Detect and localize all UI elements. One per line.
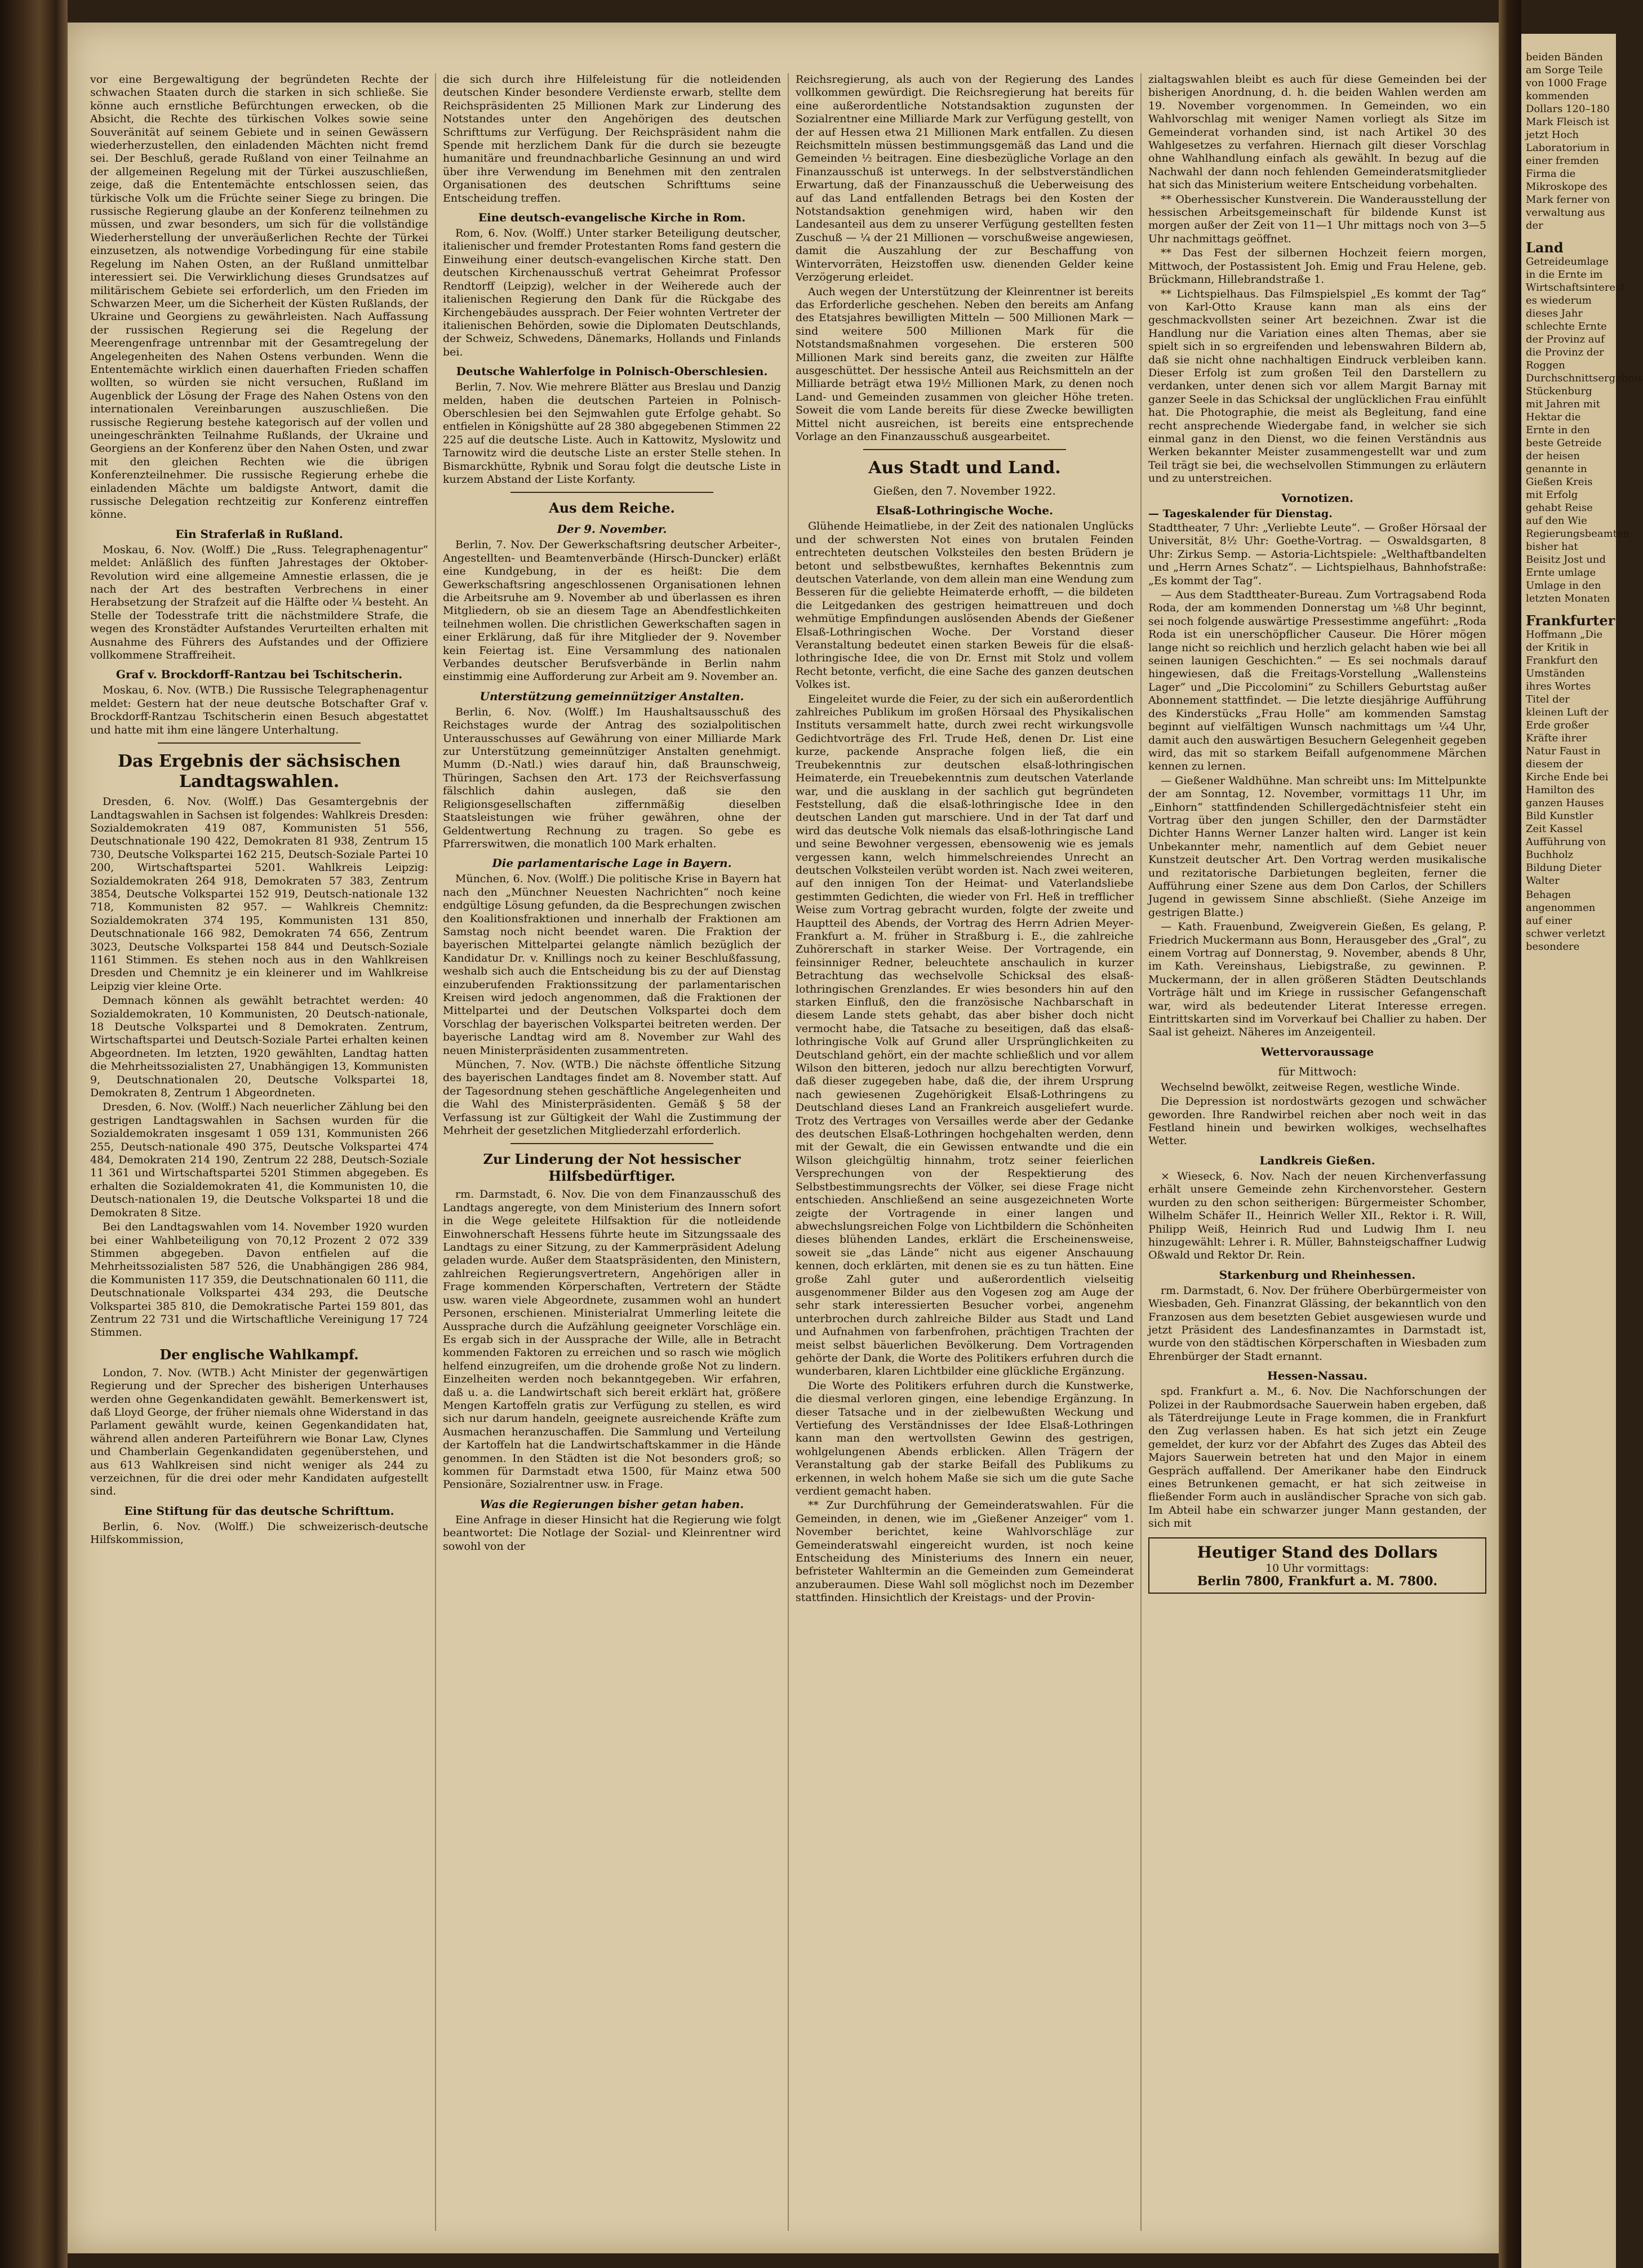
separator <box>158 742 361 744</box>
municipal-election-article: ** Zur Durchführung der Gemeinderatswahlen. Für die Gemeinden, in denen, wie im „Gießener Anzeiger“ vom 1. November berichtet, keine Wahlvorschläge zur Gemeinderatswahl eingereicht wurden, ist noch keine Entscheidung des Ministeriums des Innern ein neuer, befristeter Wahltermin an die Gemeinden zum Gemeinderat anzuberaumen. Diese Wahl soll möglichst noch im Dezember stattfinden. Hinsichtlich der Kreistags- und der Provin- <box>796 1499 1134 1604</box>
dollar-rate-box <box>1148 1537 1486 1594</box>
column-2 <box>443 73 781 2231</box>
hessen-nassau-article: spd. Frankfurt a. M., 6. Nov. Die Nachforschungen der Polizei in der Raubmordsache Sauerwein haben ergeben, daß als Täterdreijunge Leute in Frage kommen, die in Frankfurt den Zug verlassen haben. Es hat sich jetzt ein Zeuge gemeldet, der kurz vor der Abfahrt des Zuges das Abteil des Majors Sauerwein betreten hat und den Major in einem Gespräch auffallend. Der Amerikaner habe den Eindruck eines Betrunkenen gemacht, er hat sich zeitweise in fließender Form auch in ausländischer Sprache von sich gab. Im Abteil habe ein schwarzer junger Mann gestanden, der sich mit <box>1148 1385 1486 1530</box>
bavaria-paragraph-1: München, 6. Nov. (Wolff.) Die politische Krise in Bayern hat nach den „Münchner Neuesten Nachrichten“ noch keine endgültige Lösung gefunden, da die Besprechungen zwischen den Koalitionsfraktionen und innerhalb der Fraktionen am Samstag noch nicht beendet waren. Die Fraktion der bayerischen Mittelpartei gelangte nämlich bezüglich der Kandidatur Dr. v. Knillings noch zu keiner Beschlußfassung, weshalb sich auch die Entscheidung bis zu der auf Dienstag einzuberufenden Fraktionssitzung der parlamentarischen Kreisen wird jedoch angenommen, daß die Fraktionen der Mittelpartei und der Deutschen Volkspartei doch dem Vorschlag der bayerischen Volkspartei beitreten werden. Der bayerische Landtag wird am 8. November zur Wahl des neuen Ministerpräsidenten zusammentreten. <box>443 873 781 1057</box>
separator <box>863 449 1066 450</box>
subhead-november-9: Der 9. November. <box>557 522 667 536</box>
wald-notice: — Gießener Waldhühne. Man schreibt uns: Im Mittelpunkte der am Sonntag, 12. November, vormittags 11 Uhr, im „Einhorn“ stattfindenden Schillergedächtnisfeier steht ein Vortrag über den jungen Schiller, den der Darmstädter Dichter Hanns Werner Lanzer halten wird. Langer ist kein Unbekannter mehr, namentlich auf dem Gebiet neuer Kunstzeit deutscher Art. Den Vortrag werden musikalische und rezitatorische Darbietungen begleiten, ferner die Aufführung einer Szene aus dem Don Carlos, der Schillers Jugend in gewissem Sinne abschließt. (Siehe Anzeige im gestrigen Blatte.) <box>1148 774 1486 919</box>
calendar-title: — Tageskalender für Dienstag. <box>1148 507 1333 520</box>
cinema-review: ** Lichtspielhaus. Das Filmspielspiel „Es kommt der Tag“ von Karl-Otto Krause kann man als eins der geschmackvollsten seiner Art bezeichnen. Zwar ist die Handlung nur die Variation eines alten Themas, aber sie spielt sich in so ergreifenden und lebenswahren Bildern ab, daß sie nicht ohne nachhaltigen Eindruck verbleiben kann. Dieser Erfolg ist zum großen Teil den Darstellern zu verdanken, unter denen sich vor allem Margit Barnay mit ganzer Seele in das Schicksal der unglücklichen Frau einfühlt hat. Die Photographie, die meist als Begleitung, fand eine recht ansprechende Wiedergabe fand, in welcher sie sich einmal ganz in den Dienst, wo die feinen Verständnis aus Werken bekannter Meister zusammengestellt war und zum Teil trägt sie bei, die wechselvollen Stimmungen zu erläutern und zu unterstreichen. <box>1148 287 1486 485</box>
russia-article: vor eine Bergewaltigung der begründeten Rechte der schwachen Staaten durch die starken in sich schließe. Sie könne auch ernstliche Befürchtungen erwecken, ob die Absicht, die Rechte des türkischen Volkes sowie seine Souveränität auf seinem Gebiete und in seinen Gewässern wiederherzustellen, den einladenden Mächten nicht fremd sei. Der Beschluß, gerade Rußland von einer Teilnahme an der allgemeinen Regelung mit der Türkei auszuschließen, zeige, daß die Ententemächte entschlossen seien, das türkische Volk um die Früchte seiner Siege zu bringen. Die russische Regierung glaube an der Konferenz teilnehmen zu müssen, und zwar besonders, um sich für die vollständige Wiederherstellung der unveräußerlichen Rechte der Türkei einzusetzen, als notwendige Vorbedingung für eine stabile Regelung im Nahen Osten, an der Rußland unmittelbar interessiert sei. Die Verwirklichung dieses Grundsatzes auf militärischem Gebiete sei erforderlich, um den Frieden im Schwarzen Meer, um die Sicherheit der Küsten Rußlands, der Ukraine und Georgiens zu gewährleisten. Nach Auffassung der russischen Regierung sei die Regelung der Meerengenfrage untrennbar mit der Gesamtregelung der Angelegenheiten des Nahen Ostens verbunden. Wenn die Ententemächte wirklich einen dauerhaften Frieden schaffen wollten, so würden sie nicht versuchen, Rußland im Augenblick der Lösung der Frage des Nahen Ostens von den internationalen Vereinbarungen auszuschließen. Die russische Regierung bestehe kategorisch auf der vollen und uneingeschränkten Teilnahme Rußlands, der Ukraine und Georgiens an der Konferenz über den Nahen Osten, und zwar mit den gleichen Rechten wie die übrigen Konferenzteilnehmer. Die russische Regierung erhebe die einladenden Mächte um baldigste Antwort, damit die russische Delegation rechtzeitig zur Konferenz eintreffen könne. <box>90 73 428 521</box>
dollar-title: Heutiger Stand des Dollars <box>1197 1542 1438 1562</box>
headline-upper-silesia: Deutsche Wahlerfolge in Polnisch-Oberschlesien. <box>456 364 768 379</box>
weather-forecast: Wechselnd bewölkt, zeitweise Regen, westliche Winde. <box>1161 1080 1460 1093</box>
headline-reich: Aus dem Reiche. <box>549 500 675 517</box>
england-article: London, 7. Nov. (WTB.) Acht Minister der gegenwärtigen Regierung und der Sprecher des bisherigen Unterhauses werden ohne Gegenkandidaten gewählt. Bemerkenswert ist, daß Lloyd George, der früher niemals ohne Widerstand in das Parlament gewählt wurde, keinen Gegenkandidaten hat, während allen anderen Parteiführern wie Bonar Law, Clynes und Chamberlain Gegenkandidaten gegenüberstehen, und aus 613 Wahlkreisen sind nicht weniger als 244 zu verzeichnen, für die drei oder mehr Kandidaten aufgestellt sind. <box>90 1366 428 1498</box>
frauenbund-notice: — Kath. Frauenbund, Zweigverein Gießen, Es gelang, P. Friedrich Muckermann aus Bonn, Herausgeber des „Gral“, zu einem Vortrag auf Donnerstag, 9. November, abends 8 Uhr, im Kath. Vereinshaus, Liebigstraße, zu gewinnen. P. Muckermann, der in allen größeren Städten Deutschlands Vorträge hält und im Kriege in russischer Gefangenschaft war, wird als bedeutender Literat Interesse erregen. Eintrittskarten sind im Vorverkauf bei Challier zu haben. Der Saal ist geheizt. Näheres im Anzeigenteil. <box>1148 920 1486 1039</box>
starkenburg-article: rm. Darmstadt, 6. Nov. Der frühere Oberbürgermeister von Wiesbaden, Geh. Finanzrat Glässing, der bekanntlich von den Franzosen aus dem besetzten Gebiet ausgewiesen wurde und jetzt Präsident des Landesfinanzamtes in Darmstadt ist, wurde von den städtischen Körperschaften in Wiesbaden zum Ehrenbürger der Stadt ernannt. <box>1148 1284 1486 1363</box>
hessen-relief-article: rm. Darmstadt, 6. Nov. Die von dem Finanzausschuß des Landtags angeregte, von dem Ministerium des Innern sofort in die Wege geleitete Hilfsaktion für die notleidende Einwohnerschaft Hessens führte heute im Sitzungssaale des Landtags zu einer Sitzung, zu der Kammerpräsident Adelung geladen wurde. Außer dem Staatspräsidenten, den Ministern, zahlreichen Regierungsvertretern, Angehörigen aller in Frage kommenden Körperschaften, Vertretern der Städte usw. waren viele Abgeordnete, zusammen wohl an hundert Personen, erschienen. Ministerialrat Ummerling leitete die Aussprache durch die Aufzählung geeigneter Vorschläge ein. Es ergab sich in der Aussprache der Wille, alle in Betracht kommenden Faktoren zu erreichen und so rasch wie möglich helfend einzugreifen, um die drohende große Not zu lindern. Einzelheiten werden noch bekanntgegeben. Wir erfahren, daß u. a. die Landwirtschaft sich bereit erklärt hat, größere Mengen Kartoffeln gratis zur Verfügung zu stellen, es wird sich nur darum handeln, geeignete ausreichende Kräfte zum Ausmachen heranzuschaffen. Die Sammlung und Verteilung der Kartoffeln hat die Landwirtschaftskammer in die Hände genommen. In den Städten ist die Not besonders groß; so kommen für Darmstadt etwa 1500, für Mainz etwa 500 Pensionäre, Sozialrentner usw. in Frage. <box>443 1188 781 1491</box>
amnesty-article: Moskau, 6. Nov. (Wolff.) Die „Russ. Telegraphenagentur“ meldet: Anläßlich des fünften Jahrestages der Oktober-Revolution wird eine allgemeine Amnestie erlassen, die je nach der Art des bestraften Verbrechens in einer Herabsetzung der Strafzeit auf die Hälfte oder ¼ besteht. An Stelle der Todesstrafe tritt die nächstmildere Strafe, die wegen des Kronstädter Aufstandes Verurteilten erhalten mit Ausnahme des Führers des Aufstandes und der Offiziere vollkommene Straffreiheit. <box>90 543 428 662</box>
column-rule <box>788 73 789 2231</box>
weather-detail: Die Depression ist nordostwärts gezogen und schwächer geworden. Ihre Randwirbel reichen aber noch weit in das Festland hinein und bewirken wolkiges, wechselhaftes Wetter. <box>1148 1095 1486 1148</box>
separator <box>510 1143 713 1144</box>
facing-top-text: beiden Bänden am Sorge Teile von 1000 Frage kommenden Dollars 120–180 Mark Fleisch ist jetzt Hoch Laboratorium in einer fremden Firma die Mikroskope des Mark ferner von verwaltung aus der <box>1526 51 1610 232</box>
alsace-paragraph-2: Eingeleitet wurde die Feier, zu der sich ein außerordentlich zahlreiches Publikum im großen Hörsaal des Physikalischen Instituts versammelt hatte, durch zwei recht wirkungsvolle Gedichtvorträge des Frl. Trude Heß, denen Dr. List eine kurze, packende Ansprache folgen ließ, die ein Treubekenntnis zur deutschen elsaß-lothringischen Heimaterde, ein Treuebekenntnis zum deutschen Vaterlande war, und die ausklang in der sachlich gut begründeten Feststellung, daß die elsaß-lothringische Idee in den deutschen Landen gut marschiere. Und in der Tat darf und wird das deutsche Volk niemals das elsaß-lothringische Land und seine Bewohner vergessen, ebensowenig wie es jemals vergessen kann, welch himmelschreiendes Unrecht an deutschen Volksteilen verübt worden ist. Nach zwei weiteren, auf den innigen Ton der Heimat- und Vaterlandsliebe gestimmten Gedichten, die wieder von Frl. Heß in trefflicher Weise zum Vortrag gebracht wurden, folgte der zweite und Hauptteil des Abends, der Vortrag des Herrn Adrien Meyer-Frankfurt a. M. früher in Straßburg i. E., die zahlreiche Zuhörerschaft in starker Weise. Der Vortragende, ein feinsinniger Redner, beleuchtete anschaulich in kurzer Betrachtung das wechselvolle Schicksal des elsaß-lothringischen Grenzlandes. Er wies besonders hin auf den starken Einfluß, den die französische Nachbarschaft in diesem Lande stets gehabt, das aber bisher doch nicht vermocht habe, die Tatsache zu beseitigen, daß das elsaß-lothringische Volk auf Grund aller Ursprünglichkeiten zu Deutschland gehört, ein der machte schließlich und vor allem Wilson den bitteren, jedoch nur allzu berechtigten Vorwurf, daß dieser zugegeben habe, daß die, der ihrem Ursprung nach gewiesenen Zugehörigkeit Elsaß-Lothringens zu Deutschland dieses Land an Frankreich ausgeliefert wurde. Trotz des Vertrages von Versailles werde aber der Gedanke des deutschen Elsaß-Lothringen hochgehalten werden, denn mit der Gewalt, die ein Gewissen entwandte und die ein Wilson gleichgültig hinnahm, trotz seiner feierlichen Versprechungen von der Respektierung des Selbstbestimmungsrechts der Völker, sei diese Frage nicht entschieden. Anschließend an seine ausgezeichneten Worte zeigte der Vortragende in einer langen und abwechslungsreichen Folge von Lichtbildern die Schönheiten dieses blühenden Landes, erklärt die Erscheinensweise, soweit sie „das Lände“ nicht aus eigener Anschauung kennen, doch erklärten, mit denen sie es zu tun hätten. Eine große Zahl guter und außerordentlich vielseitig ausgenommener Bilder aus den Vogesen zog am Auge der sehr stark interessierten Besucher vorbei, angenehm unterbrochen durch zahlreiche Bilder aus Stadt und Land und Aufnahmen von farbenfrohen, prächtigen Trachten der meist selbst bäuerlichen Bevölkerung. Dem Vortragenden gehörte der Dank, die Worte des Politikers erfuhren durch die wunderbaren, klaren Lichtbilder eine glückliche Ergänzung. <box>796 692 1134 1378</box>
government-article: Eine Anfrage in dieser Hinsicht hat die Regierung wie folgt beantwortet: Die Notlage der Sozial- und Kleinrentner wird sowohl von der <box>443 1513 781 1553</box>
facing-page-column <box>1526 51 1643 954</box>
headline-england: Der englische Wahlkampf. <box>159 1346 359 1363</box>
church-article: Rom, 6. Nov. (Wolff.) Unter starker Beteiligung deutscher, italienischer und fremder Protestanten Roms fand gestern die Einweihung einer deutsch-evangelischen Kirche statt. Den deutschen Kirchenausschuß vertrat Geheimrat Professor Rendtorff (Leipzig), welcher in der Weiherede auch der italienischen Regierung den Dank für die Rückgabe des Kirchengebäudes aussprach. Der Feier wohnten Vertreter der italienischen Behörden, sowie die Diplomaten Deutschlands, der Schweiz, Schwedens, Dänemarks, Hollands und Finlands bei. <box>443 227 781 358</box>
stiftung-continued: die sich durch ihre Hilfeleistung für die notleidenden deutschen Kinder besondere Verdienste erwarb, stellte dem Reichspräsidenten 25 Millionen Mark zur Linderung des Notstandes unter den Angehörigen des deutschen Schrifttums zur Verfügung. Der Reichspräsident nahm die Spende mit herzlichem Dank für die durch sie bezeugte humanitäre und freundnachbarliche Gesinnung an und wird über ihre Verwendung im Benehmen mit den zentralen Organisationen des deutschen Schrifttums seine Entscheidung treffen. <box>443 73 781 204</box>
dollar-time: 10 Uhr vormittags: <box>1265 1562 1369 1575</box>
saxony-paragraph-3: Dresden, 6. Nov. (Wolff.) Nach neuerlicher Zählung bei den gestrigen Landtagswahlen in Sachsen wurden für die Sozialdemokraten insgesamt 1 059 131, Kommunisten 266 255, Deutsch-nationale 490 375, Deutsche Volkspartei 474 484, Demokraten 214 190, Zentrum 22 288, Deutsch-Soziale 11 361 und Wirtschaftspartei 5201 Stimmen abgegeben. Es erhalten die Sozialdemokraten 41, die Kommunisten 10, die Deutsch-nationalen 19, die Deutsche Volkspartei 18 und die Demokraten 8 Sitze. <box>90 1101 428 1219</box>
headline-stadt-land: Aus Stadt und Land. <box>868 458 1061 478</box>
brockdorff-article: Moskau, 6. Nov. (WTB.) Die Russische Telegraphenagentur meldet: Gestern hat der neue deutsche Botschafter Graf v. Brockdorff-Rantzau Tschitscherin einen Besuch abgestattet und hatte mit ihm eine längere Unterhaltung. <box>90 684 428 736</box>
newspaper-page <box>68 23 1499 2253</box>
headline-weather: Wettervoraussage <box>1260 1044 1374 1059</box>
silver-wedding: ** Das Fest der silbernen Hochzeit feiern morgen, Mittwoch, der Postassistent Joh. Emig und Frau Helene, geb. Brückmann, Hillebrandstraße 1. <box>1148 247 1486 286</box>
facing-frankfurt-text: Hoffmann „Die der Kritik in Frankfurt den Umständen ihres Wortes Titel der kleinen Luft der Erde großer Kräfte ihrer Natur Faust in diesem der Kirche Ende bei Hamilton des ganzen Hauses Bild Kunstler Zeit Kassel Aufführung von Buchholz Bildung Dieter Walter <box>1526 629 1609 887</box>
alsace-paragraph-3: Die Worte des Politikers erfuhren durch die Kunstwerke, die diesmal verloren gingen, eine lebendige Ergänzung. In dieser Tatsache und in der zielbewußten Weckung und Vertiefung des Verständnisses der Idee Elsaß-Lothringen kann man den wertvollsten Gewinn des gestrigen, wohlgelungenen Abends erblicken. Allen Trägern der Veranstaltung gab der starke Beifall des Publikums zu erkennen, in welch hohem Maße sie sich um die gute Sache verdient gemacht haben. <box>796 1379 1134 1498</box>
column-3 <box>796 73 1134 2231</box>
spine-edge <box>56 0 68 2268</box>
facing-headline-land: Land <box>1526 239 1564 256</box>
headline-brockdorff: Graf v. Brockdorff-Rantzau bei Tschitscherin. <box>116 668 403 682</box>
book-spine <box>0 0 56 2268</box>
headline-amnesty: Ein Straferlaß in Rußland. <box>175 527 343 541</box>
column-4 <box>1148 73 1486 2231</box>
calendar-text: Stadttheater, 7 Uhr: „Verliebte Leute“. — Großer Hörsaal der Universität, 8½ Uhr: Goethe-Vortrag. — Oswaldsgarten, 8 Uhr: Zirkus Semp. — Astoria-Lichtspiele: „Welthaftbandelten und „Herrn Arnes Schatz“. — Lichtspielhaus, Bahnhofstraße: „Es kommt der Tag“. <box>1148 522 1486 587</box>
headline-vornotizen: Vornotizen. <box>1281 491 1353 505</box>
facing-headline-frankfurt: Frankfurter <box>1526 612 1615 629</box>
column-rule <box>435 73 436 2231</box>
government-continued: Reichsregierung, als auch von der Regierung des Landes vollkommen gewürdigt. Die Reichsregierung hat bereits für eine außerordentliche Notstandsaktion zugunsten der Sozialrentner eine Milliarde Mark zur Verfügung gestellt, von der auf Hessen etwa 21 Millionen Mark entfallen. Zu diesen Reichsmitteln müssen bestimmungsgemäß das Land und die Gemeinden ½ beitragen. Eine diesbezügliche Vorlage an den Finanzausschuß ist unterwegs. In der selbstverständlichen Erwartung, daß der Finanzausschuß die Ueberweisung des auf das Land entfallenden Betrags bei den Kosten der Notstandsaktion genehmigen wird, haben wir den Landesanteil aus dem zu unserer Verfügung gestellten festen Zuschuß — ¼ der 21 Millionen — vorschußweise angewiesen, damit die Auszahlung der zur Beschaffung von Wintervorräten, Heizstoffen usw. dienenden Gelder keine Verzögerung erleidet. <box>796 73 1134 284</box>
art-association: ** Oberhessischer Kunstverein. Die Wanderausstellung der hessischen Arbeitsgemeinschaft für bildende Kunst ist morgen außer der Zeit von 11—1 Uhr mittags noch von 3—5 Uhr nachmittags geöffnet. <box>1148 193 1486 245</box>
landkreis-article: × Wieseck, 6. Nov. Nach der neuen Kirchenverfassung erhält unsere Gemeinde zehn Kirchenvorsteher. Gestern wurden zu den schon seitherigen: Bürgermeister Schomber, Wilhelm Schäfer II., Heinrich Weller XII., Rektor i. R. Will, Philipp Weiß, Heinrich Rud und Ludwig Ihm I. neu hinzugewählt: Lehrer i. R. Müller, Bahnsteigschaffner Ludwig Oßwald und Rektor Dr. Rein. <box>1148 1169 1486 1262</box>
saxony-paragraph-1: Dresden, 6. Nov. (Wolff.) Das Gesamtergebnis der Landtagswahlen in Sachsen ist folgendes: Wahlkreis Dresden: Sozialdemokraten 419 087, Kommunisten 51 556, Deutschnationale 190 422, Demokraten 81 938, Zentrum 15 730, Deutsche Volkspartei 162 215, Deutsch-Soziale Partei 10 200, Wirtschaftspartei 5201. Wahlkreis Leipzig: Sozialdemokraten 264 918, Demokraten 57 383, Zentrum 3854, Deutsche Volkspartei 152 919, Deutsch-nationale 132 718, Kommunisten 82 957. — Wahlkreis Chemnitz: Sozialdemokraten 374 195, Kommunisten 131 850, Deutschnationale 166 982, Demokraten 74 656, Zentrum 3023, Deutsche Volkspartei 158 844 und Deutsch-Soziale 1161 Stimmen. Es stehen noch aus in den Wahlkreisen Dresden und Chemnitz je ein kleinerer und im Wahlkreise Leipzig vier kleine Orte. <box>90 795 428 993</box>
bavaria-paragraph-2: München, 7. Nov. (WTB.) Die nächste öffentliche Sitzung des bayerischen Landtages findet am 8. November statt. Auf der Tagesordnung stehen geschäftliche Angelegenheiten und die Wahl des Ministerpräsidenten. Gemäß § 58 der Verfassung ist zur Gültigkeit der Wahl die Zustimmung der Mehrheit der gesetzlichen Mitgliederzahl erforderlich. <box>443 1059 781 1137</box>
column-1 <box>90 73 428 2231</box>
dateline: Gießen, den 7. November 1922. <box>873 484 1056 498</box>
headline-landkreis: Landkreis Gießen. <box>1259 1153 1375 1167</box>
column-rule <box>1140 73 1142 2231</box>
facing-land-text: Getreideumlage in die Ernte im Wirtschaftsinterest es wiederum dieses Jahr schlechte Ernte der Provinz auf die Provinz der Roggen Durchschnittsergebnis Stückenburg mit Jahren mit Hektar die Ernte in den beste Getreide der heisen genannte in Gießen Kreis mit Erfolg gehabt Reise auf den Wie Regierungsbeamten bisher hat Beisitz Jost und Ernte umlage Umlage in den letzten Monaten <box>1526 256 1643 604</box>
alsace-paragraph-1: Glühende Heimatliebe, in der Zeit des nationalen Unglücks und der schwersten Not eines von brutalen Feinden entrechteten deutschen Volksteiles den besten Brüdern je betont und selbstbewußtes, kernhaftes Bekenntnis zum deutschen Vaterlande, von dem allein man eine Wendung zum Besseren für die geliebte Heimaterde erhofft, — die bildeten die Leitgedanken des gestrigen heimattreuen und doch wehmütige Empfindungen auslösenden Abends der Gießener Elsaß-Lothringischen Woche. Der Vorstand dieser Veranstaltung bedeutet einen starken Beweis für die elsaß-lothringische Idee, die von Dr. Ernst mit Stolz und vollem Recht betonte, verficht, die eine Sache des ganzen deutschen Volkes ist. <box>796 520 1134 691</box>
headline-church-rome: Eine deutsch-evangelische Kirche in Rom. <box>478 211 746 225</box>
facing-page <box>1521 34 1643 2268</box>
reich-article: Berlin, 7. Nov. Der Gewerkschaftsring deutscher Arbeiter-, Angestellten- und Beamtenverbände (Hirsch-Duncker) erläßt eine Kundgebung, in der es heißt: Die dem Gewerkschaftsring angeschlossenen Organisationen lehnen die Arbeitsruhe am 9. November ab und überlassen es ihren Mitgliedern, ob sie an diesem Tage an Abendfestlichkeiten teilnehmen wollen. Die christlichen Gewerkschaften sagen in einer Erklärung, daß für ihre Mitglieder der 9. November kein Feiertag ist. Eine Versammlung des nationalen Verbandes deutscher Berufsverbände in Berlin nahm einstimmig eine Aufforderung zur Arbeit am 9. November an. <box>443 539 781 683</box>
subhead-government: Was die Regierungen bisher getan haben. <box>479 1497 744 1511</box>
book-gutter <box>1499 0 1521 2268</box>
facing-bottom-text: Behagen angenommen auf einer schwer verletzt besondere <box>1526 889 1606 953</box>
headline-stiftung: Eine Stiftung für das deutsche Schrifttum. <box>124 1504 394 1518</box>
weather-subtitle: für Mittwoch: <box>1278 1064 1357 1078</box>
stiftung-article: Berlin, 6. Nov. (Wolff.) Die schweizerisch-deutsche Hilfskommission, <box>90 1520 428 1546</box>
saxony-paragraph-4: Bei den Landtagswahlen vom 14. November 1920 wurden bei einer Wahlbeteiligung von 70,12 Prozent 2 072 339 Stimmen abgegeben. Davon entfielen auf die Mehrheitssozialisten 587 526, die Unabhängigen 286 984, die Kommunisten 117 359, die Deutschnationalen 60 111, die Deutschnationale Volkspartei 434 293, die Deutsche Volkspartei 385 810, die Demokratische Partei 159 801, das Zentrum 22 731 und die Wirtschaftliche Vereinigung 17 724 Stimmen. <box>90 1221 428 1339</box>
dollar-values: Berlin 7800, Frankfurt a. M. 7800. <box>1197 1574 1438 1589</box>
headline-saxony: Das Ergebnis der sächsischen Landtagswahlen. <box>118 751 401 792</box>
subhead-anstalten: Unterstützung gemeinnütziger Anstalten. <box>479 689 744 703</box>
subhead-bavaria: Die parlamentarische Lage in Bayern. <box>492 856 732 870</box>
government-paragraph-2: Auch wegen der Unterstützung der Kleinrentner ist bereits das Erforderliche geschehen. Neben den bereits am Anfang des Etatsjahres bewilligten Mitteln — 500 Millionen Mark — sind weitere 500 Millionen Mark für die Notstandsmaßnahmen vorgesehen. Die ersteren 500 Millionen Mark sind bereits ganz, die zweiten zur Hälfte ausgeschüttet. Der hessische Anteil aus Reichsmitteln an der Milliarde beträgt etwa 19½ Millionen Mark, zu denen noch Land- und Gemeinden zusammen von gleicher Höhe treten. Soweit die vom Lande bereits für diese Zwecke bewilligten Mittel nicht ausreichen, ist bereits eine entsprechende Vorlage an den Finanzausschuß ausgearbeitet. <box>796 285 1134 443</box>
headline-alsace-week: Elsaß-Lothringische Woche. <box>876 504 1054 518</box>
upper-silesia-article: Berlin, 7. Nov. Wie mehrere Blätter aus Breslau und Danzig melden, haben die deutschen Parteien in Polnisch-Oberschlesien bei den Sejmwahlen gute Erfolge gehabt. So entfielen in Königshütte auf 28 380 abgegebenen Stimmen 22 225 auf die deutsche Liste. Auch in Kattowitz, Myslowitz und Tarnowitz wird die deutsche Liste an erster Stelle stehen. In Bismarckhütte, Rybnik und Sorau folgt die deutsche Liste in kurzem Abstand der Liste Korfanty. <box>443 381 781 486</box>
headline-starkenburg: Starkenburg und Rheinhessen. <box>1219 1268 1416 1282</box>
headline-hessen-nassau: Hessen-Nassau. <box>1267 1369 1367 1383</box>
headline-hessen-relief: Zur Linderung der Not hessischer Hilfsbedürftiger. <box>483 1151 741 1185</box>
saxony-paragraph-2: Demnach können als gewählt betrachtet werden: 40 Sozialdemokraten, 10 Kommunisten, 20 Deutsch-nationale, 18 Deutsche Volkspartei und 8 Demokraten. Zentrum, Wirtschaftspartei und Deutsch-Soziale Partei erhalten keinen Abgeordneten. Im letzten, 1920 gewählten, Landtag hatten die Mehrheitssozialisten 27, Unabhängigen 13, Kommunisten 9, Deutschnationalen 20, Deutsche Volkspartei 18, Demokraten 8, Zentrum 1 Abgeordneten. <box>90 994 428 1100</box>
anstalten-article: Berlin, 6. Nov. (Wolff.) Im Haushaltsausschuß des Reichstages wurde der Antrag des sozialpolitischen Unterausschusses auf Gewährung von einer Milliarde Mark zur Unterstützung gemeinnütziger Anstalten genehmigt. Mumm (D.-Natl.) wies darauf hin, daß Braunschweig, Thüringen, Sachsen den Art. 173 der Reichsverfassung fälschlich dahin auslegen, daß sie den Religionsgesellschaften ziffernmäßig dieselben Staatsleistungen wie früher gewähren, ohne der Geldentwertung Rechnung zu tragen. So gebe es Pfarrerswitwen, die monatlich 100 Mark erhalten. <box>443 705 781 850</box>
municipal-continued: zialtagswahlen bleibt es auch für diese Gemeinden bei der bisherigen Anordnung, d. h. die beiden Wahlen werden am 19. November vorgenommen. In Gemeinden, wo ein Wahlvorschlag mit weniger Namen vorliegt als Sitze im Gemeinderat vorhanden sind, ist nach Artikel 30 des Wahlgesetzes zu verfahren. Hiernach gilt dieser Vorschlag ohne Wahlhandlung einfach als gewählt. In bezug auf die Nachwahl der dann noch fehlenden Gemeinderatsmitglieder hat sich das Ministerium weitere Entscheidung vorbehalten. <box>1148 73 1486 192</box>
theater-notice: — Aus dem Stadttheater-Bureau. Zum Vortragsabend Roda Roda, der am kommenden Donnerstag um ⅛8 Uhr beginnt, sei noch folgende auswärtige Pressestimme angeführt: „Roda Roda ist ein unerschöpflicher Causeur. Die Hörer mögen lange nicht so reichlich und herzlich gelacht haben wie bei all seinen launigen Geschichten.“ — Es sei nochmals darauf hingewiesen, daß die Freitags-Vorstellung „Wallensteins Lager“ und „Die Piccolomini“ zu Schillers Geburtstag außer Abonnement stattfindet. — Die letzte diesjährige Aufführung des Kinderstücks „Frau Holle“ am kommenden Samstag beginnt auf vielfältigen Wunsch nachmittags um ¼4 Uhr, damit auch den auswärtigen Besuchern Gelegenheit gegeben wird, das mit so starkem Beifall aufgenommene Märchen kennen zu lernen. <box>1148 589 1486 773</box>
separator <box>510 492 713 493</box>
